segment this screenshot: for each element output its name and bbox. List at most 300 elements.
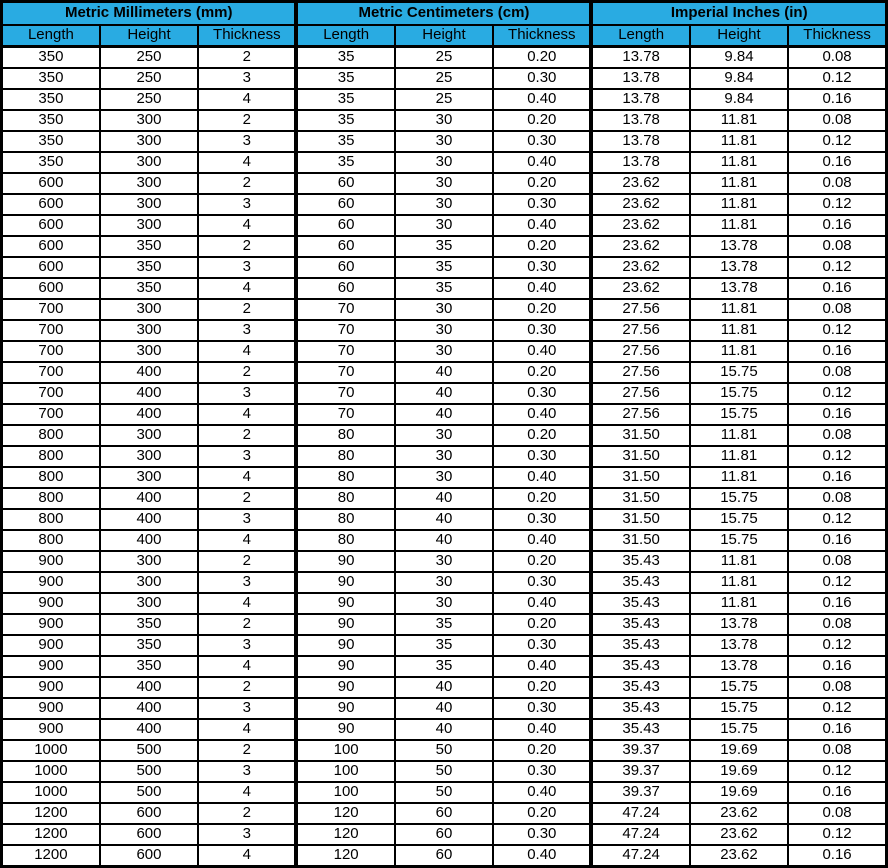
table-cell: 4 [198, 593, 296, 614]
table-cell: 0.40 [493, 656, 591, 677]
table-cell: 30 [395, 593, 493, 614]
table-cell: 2 [198, 551, 296, 572]
table-cell: 30 [395, 110, 493, 131]
table-cell: 11.81 [690, 467, 788, 488]
table-cell: 0.20 [493, 299, 591, 320]
table-cell: 0.30 [493, 257, 591, 278]
table-row [2, 530, 887, 551]
table-header [2, 2, 887, 47]
table-row [2, 215, 887, 236]
table-cell: 0.20 [493, 110, 591, 131]
table-cell: 900 [2, 719, 100, 740]
table-row [2, 845, 887, 867]
table-cell: 800 [2, 425, 100, 446]
table-row [2, 467, 887, 488]
table-cell: 0.12 [788, 446, 886, 467]
table-cell: 27.56 [591, 341, 689, 362]
table-cell: 800 [2, 530, 100, 551]
table-cell: 15.75 [690, 362, 788, 383]
table-cell: 40 [395, 488, 493, 509]
table-cell: 23.62 [690, 824, 788, 845]
table-cell: 13.78 [591, 131, 689, 152]
table-cell: 1200 [2, 824, 100, 845]
table-cell: 300 [100, 320, 198, 341]
table-cell: 600 [100, 824, 198, 845]
table-cell: 9.84 [690, 68, 788, 89]
table-cell: 600 [2, 257, 100, 278]
table-cell: 0.30 [493, 446, 591, 467]
table-cell: 300 [100, 425, 198, 446]
table-row [2, 47, 887, 69]
table-cell: 47.24 [591, 845, 689, 867]
table-cell: 9.84 [690, 89, 788, 110]
table-cell: 600 [2, 278, 100, 299]
table-cell: 0.20 [493, 551, 591, 572]
table-cell: 30 [395, 341, 493, 362]
table-cell: 0.20 [493, 614, 591, 635]
table-cell: 13.78 [591, 152, 689, 173]
table-cell: 13.78 [591, 47, 689, 69]
table-cell: 3 [198, 635, 296, 656]
table-cell: 0.08 [788, 47, 886, 69]
table-cell: 23.62 [591, 215, 689, 236]
table-cell: 11.81 [690, 215, 788, 236]
table-cell: 40 [395, 383, 493, 404]
group-header-metric-cm: Metric Centimeters (cm) [296, 2, 591, 26]
table-cell: 350 [2, 47, 100, 69]
table-cell: 13.78 [690, 656, 788, 677]
table-cell: 300 [100, 341, 198, 362]
table-cell: 4 [198, 404, 296, 425]
table-cell: 0.16 [788, 341, 886, 362]
table-cell: 60 [296, 194, 394, 215]
table-cell: 100 [296, 740, 394, 761]
table-cell: 350 [2, 68, 100, 89]
table-row [2, 803, 887, 824]
table-cell: 60 [395, 824, 493, 845]
table-cell: 300 [100, 173, 198, 194]
table-cell: 11.81 [690, 551, 788, 572]
table-cell: 80 [296, 467, 394, 488]
table-cell: 11.81 [690, 320, 788, 341]
table-cell: 2 [198, 236, 296, 257]
table-cell: 900 [2, 572, 100, 593]
table-cell: 0.40 [493, 404, 591, 425]
table-cell: 900 [2, 551, 100, 572]
table-cell: 15.75 [690, 509, 788, 530]
table-cell: 11.81 [690, 446, 788, 467]
table-cell: 700 [2, 320, 100, 341]
table-cell: 350 [2, 110, 100, 131]
table-cell: 35 [296, 89, 394, 110]
table-cell: 4 [198, 845, 296, 867]
table-cell: 2 [198, 47, 296, 69]
table-cell: 0.40 [493, 152, 591, 173]
table-cell: 600 [100, 803, 198, 824]
table-cell: 4 [198, 152, 296, 173]
table-cell: 400 [100, 698, 198, 719]
table-cell: 35.43 [591, 698, 689, 719]
table-cell: 3 [198, 257, 296, 278]
table-cell: 4 [198, 782, 296, 803]
table-cell: 40 [395, 677, 493, 698]
table-cell: 70 [296, 320, 394, 341]
table-cell: 0.12 [788, 194, 886, 215]
table-cell: 0.30 [493, 131, 591, 152]
table-row [2, 152, 887, 173]
table-cell: 39.37 [591, 782, 689, 803]
table-cell: 350 [100, 656, 198, 677]
table-cell: 0.40 [493, 782, 591, 803]
table-cell: 40 [395, 530, 493, 551]
table-row [2, 89, 887, 110]
table-cell: 0.40 [493, 215, 591, 236]
table-row [2, 551, 887, 572]
table-cell: 0.20 [493, 362, 591, 383]
table-cell: 350 [100, 278, 198, 299]
table-cell: 3 [198, 698, 296, 719]
table-cell: 23.62 [591, 257, 689, 278]
table-cell: 350 [100, 236, 198, 257]
table-cell: 300 [100, 110, 198, 131]
table-cell: 27.56 [591, 404, 689, 425]
group-header-imperial-in: Imperial Inches (in) [591, 2, 886, 26]
table-cell: 35.43 [591, 656, 689, 677]
table-cell: 15.75 [690, 404, 788, 425]
table-cell: 50 [395, 782, 493, 803]
table-cell: 11.81 [690, 341, 788, 362]
table-cell: 35 [395, 278, 493, 299]
table-cell: 0.40 [493, 278, 591, 299]
table-cell: 3 [198, 824, 296, 845]
table-cell: 31.50 [591, 467, 689, 488]
table-cell: 0.16 [788, 593, 886, 614]
table-cell: 90 [296, 719, 394, 740]
table-cell: 500 [100, 761, 198, 782]
table-cell: 300 [100, 467, 198, 488]
table-row [2, 593, 887, 614]
table-cell: 15.75 [690, 719, 788, 740]
table-cell: 13.78 [591, 89, 689, 110]
table-cell: 900 [2, 698, 100, 719]
table-row [2, 425, 887, 446]
table-cell: 13.78 [591, 110, 689, 131]
table-cell: 23.62 [591, 278, 689, 299]
table-cell: 11.81 [690, 110, 788, 131]
table-cell: 30 [395, 446, 493, 467]
table-cell: 0.16 [788, 845, 886, 867]
table-cell: 700 [2, 383, 100, 404]
table-row [2, 614, 887, 635]
table-cell: 60 [296, 215, 394, 236]
table-cell: 100 [296, 782, 394, 803]
table-cell: 27.56 [591, 299, 689, 320]
table-cell: 40 [395, 509, 493, 530]
table-cell: 900 [2, 656, 100, 677]
table-cell: 13.78 [690, 236, 788, 257]
table-cell: 0.08 [788, 677, 886, 698]
table-cell: 11.81 [690, 572, 788, 593]
table-cell: 30 [395, 320, 493, 341]
table-cell: 500 [100, 782, 198, 803]
table-cell: 0.12 [788, 383, 886, 404]
table-cell: 4 [198, 467, 296, 488]
table-cell: 11.81 [690, 425, 788, 446]
table-cell: 23.62 [591, 173, 689, 194]
table-cell: 60 [296, 173, 394, 194]
table-cell: 23.62 [591, 236, 689, 257]
table-cell: 40 [395, 404, 493, 425]
table-cell: 35 [395, 614, 493, 635]
table-cell: 0.16 [788, 782, 886, 803]
table-row [2, 761, 887, 782]
table-cell: 60 [296, 257, 394, 278]
table-cell: 3 [198, 68, 296, 89]
table-cell: 300 [100, 593, 198, 614]
table-cell: 31.50 [591, 425, 689, 446]
column-header-in-length: Length [591, 25, 689, 47]
table-body [2, 47, 887, 867]
table-cell: 90 [296, 698, 394, 719]
table-cell: 80 [296, 530, 394, 551]
table-cell: 25 [395, 89, 493, 110]
table-cell: 0.20 [493, 47, 591, 69]
table-cell: 0.16 [788, 278, 886, 299]
table-cell: 0.40 [493, 719, 591, 740]
table-row [2, 299, 887, 320]
table-row [2, 173, 887, 194]
table-cell: 35.43 [591, 635, 689, 656]
table-cell: 0.40 [493, 845, 591, 867]
table-cell: 35 [395, 656, 493, 677]
table-cell: 300 [100, 446, 198, 467]
table-cell: 35 [395, 236, 493, 257]
table-cell: 23.62 [690, 845, 788, 867]
table-cell: 30 [395, 467, 493, 488]
table-cell: 0.30 [493, 698, 591, 719]
table-cell: 0.40 [493, 530, 591, 551]
table-cell: 400 [100, 362, 198, 383]
table-cell: 900 [2, 677, 100, 698]
table-cell: 15.75 [690, 677, 788, 698]
table-cell: 90 [296, 656, 394, 677]
table-cell: 11.81 [690, 173, 788, 194]
table-cell: 0.30 [493, 635, 591, 656]
table-cell: 2 [198, 362, 296, 383]
table-cell: 0.12 [788, 257, 886, 278]
table-cell: 300 [100, 551, 198, 572]
table-cell: 1200 [2, 803, 100, 824]
table-cell: 600 [2, 173, 100, 194]
table-cell: 3 [198, 383, 296, 404]
table-cell: 0.30 [493, 509, 591, 530]
table-cell: 700 [2, 341, 100, 362]
table-cell: 25 [395, 68, 493, 89]
table-cell: 0.16 [788, 215, 886, 236]
table-cell: 350 [2, 131, 100, 152]
table-cell: 800 [2, 446, 100, 467]
table-cell: 400 [100, 719, 198, 740]
table-cell: 4 [198, 530, 296, 551]
table-row [2, 278, 887, 299]
table-cell: 0.30 [493, 761, 591, 782]
table-cell: 0.08 [788, 425, 886, 446]
table-cell: 70 [296, 299, 394, 320]
table-cell: 1000 [2, 782, 100, 803]
table-cell: 500 [100, 740, 198, 761]
table-cell: 90 [296, 677, 394, 698]
table-cell: 700 [2, 404, 100, 425]
table-cell: 11.81 [690, 152, 788, 173]
table-cell: 11.81 [690, 194, 788, 215]
column-header-cm-thickness: Thickness [493, 25, 591, 47]
table-row [2, 719, 887, 740]
table-cell: 25 [395, 47, 493, 69]
table-cell: 0.12 [788, 698, 886, 719]
table-cell: 35 [296, 110, 394, 131]
table-cell: 300 [100, 131, 198, 152]
table-cell: 350 [100, 635, 198, 656]
table-cell: 35.43 [591, 572, 689, 593]
table-cell: 0.08 [788, 551, 886, 572]
table-cell: 80 [296, 488, 394, 509]
table-cell: 400 [100, 530, 198, 551]
table-cell: 0.12 [788, 68, 886, 89]
table-cell: 27.56 [591, 320, 689, 341]
table-cell: 0.16 [788, 656, 886, 677]
table-row [2, 698, 887, 719]
table-row [2, 446, 887, 467]
table-cell: 700 [2, 299, 100, 320]
table-cell: 0.30 [493, 320, 591, 341]
table-cell: 600 [2, 215, 100, 236]
table-cell: 2 [198, 425, 296, 446]
table-row [2, 635, 887, 656]
table-cell: 0.08 [788, 362, 886, 383]
table-cell: 0.40 [493, 593, 591, 614]
column-header-mm-length: Length [2, 25, 100, 47]
table-cell: 90 [296, 551, 394, 572]
table-cell: 60 [296, 236, 394, 257]
table-row [2, 257, 887, 278]
table-cell: 90 [296, 593, 394, 614]
table-cell: 0.40 [493, 467, 591, 488]
table-cell: 2 [198, 614, 296, 635]
table-cell: 11.81 [690, 299, 788, 320]
table-cell: 900 [2, 614, 100, 635]
table-row [2, 194, 887, 215]
table-row [2, 824, 887, 845]
table-cell: 11.81 [690, 131, 788, 152]
table-cell: 13.78 [690, 257, 788, 278]
table-cell: 4 [198, 278, 296, 299]
table-cell: 35.43 [591, 614, 689, 635]
table-cell: 300 [100, 194, 198, 215]
table-cell: 300 [100, 299, 198, 320]
table-cell: 19.69 [690, 782, 788, 803]
table-cell: 50 [395, 740, 493, 761]
table-cell: 15.75 [690, 383, 788, 404]
table-row [2, 341, 887, 362]
table-cell: 39.37 [591, 740, 689, 761]
table-cell: 30 [395, 152, 493, 173]
table-cell: 30 [395, 299, 493, 320]
table-cell: 800 [2, 467, 100, 488]
table-cell: 0.20 [493, 425, 591, 446]
table-cell: 60 [296, 278, 394, 299]
table-cell: 35 [395, 257, 493, 278]
table-cell: 1000 [2, 740, 100, 761]
table-cell: 19.69 [690, 761, 788, 782]
table-cell: 4 [198, 89, 296, 110]
table-cell: 30 [395, 173, 493, 194]
table-cell: 30 [395, 425, 493, 446]
column-header-mm-height: Height [100, 25, 198, 47]
table-cell: 60 [395, 803, 493, 824]
column-header-row [2, 25, 887, 47]
table-cell: 0.12 [788, 131, 886, 152]
table-cell: 3 [198, 131, 296, 152]
table-cell: 40 [395, 698, 493, 719]
table-cell: 900 [2, 635, 100, 656]
table-cell: 300 [100, 152, 198, 173]
table-cell: 0.08 [788, 299, 886, 320]
table-cell: 350 [2, 89, 100, 110]
table-cell: 250 [100, 68, 198, 89]
table-cell: 0.12 [788, 761, 886, 782]
table-cell: 3 [198, 446, 296, 467]
table-cell: 300 [100, 215, 198, 236]
table-cell: 250 [100, 89, 198, 110]
table-cell: 0.08 [788, 236, 886, 257]
table-cell: 35.43 [591, 677, 689, 698]
table-cell: 100 [296, 761, 394, 782]
table-cell: 0.12 [788, 509, 886, 530]
table-cell: 0.08 [788, 173, 886, 194]
table-cell: 80 [296, 425, 394, 446]
table-cell: 13.78 [690, 635, 788, 656]
table-cell: 0.20 [493, 173, 591, 194]
table-cell: 0.16 [788, 467, 886, 488]
table-cell: 30 [395, 131, 493, 152]
table-cell: 400 [100, 488, 198, 509]
table-cell: 600 [2, 236, 100, 257]
table-cell: 0.16 [788, 530, 886, 551]
table-cell: 9.84 [690, 47, 788, 69]
table-cell: 900 [2, 593, 100, 614]
table-row [2, 131, 887, 152]
table-cell: 350 [100, 614, 198, 635]
group-header-metric-mm: Metric Millimeters (mm) [2, 2, 297, 26]
table-cell: 40 [395, 362, 493, 383]
table-cell: 0.08 [788, 803, 886, 824]
table-cell: 3 [198, 320, 296, 341]
table-cell: 0.30 [493, 824, 591, 845]
table-cell: 2 [198, 110, 296, 131]
table-cell: 15.75 [690, 530, 788, 551]
table-cell: 70 [296, 341, 394, 362]
table-cell: 70 [296, 404, 394, 425]
table-cell: 300 [100, 572, 198, 593]
table-cell: 400 [100, 509, 198, 530]
table-cell: 400 [100, 404, 198, 425]
table-cell: 13.78 [690, 278, 788, 299]
table-cell: 47.24 [591, 824, 689, 845]
table-cell: 23.62 [690, 803, 788, 824]
table-cell: 250 [100, 47, 198, 69]
table-cell: 2 [198, 173, 296, 194]
table-cell: 0.08 [788, 740, 886, 761]
